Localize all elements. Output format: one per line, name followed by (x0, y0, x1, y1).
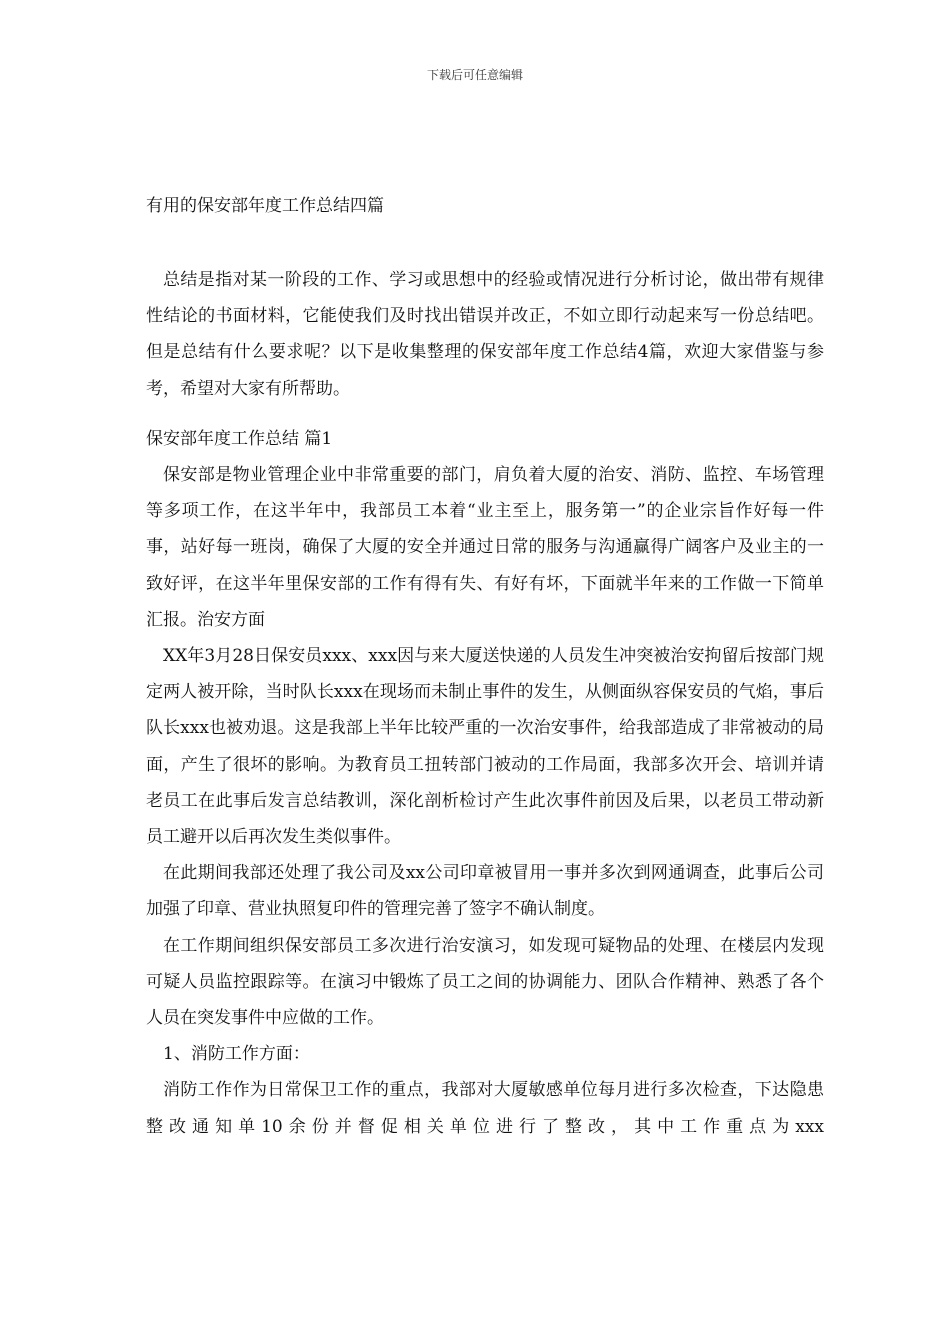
intro-paragraph: 总结是指对某一阶段的工作、学习或思想中的经验或情况进行分析讨论，做出带有规律性结论的书面材料，它能使我们及时找出错误并改正，不如立即行动起来写一份总结吧。但是总结有什么要求呢？以下是收集整理的保安部年度工作总结4篇，欢迎大家借鉴与参考，希望对大家有所帮助。 (146, 270, 824, 399)
body-paragraph-3: 在此期间我部还处理了我公司及xx公司印章被冒用一事并多次到网通调查，此事后公司加强了印章、营业执照复印件的管理完善了签字不确认制度。 (146, 863, 824, 920)
body-paragraph-1: 保安部是物业管理企业中非常重要的部门，肩负着大厦的治安、消防、监控、车场管理等多项工作，在这半年中，我部员工本着“业主至上，服务第一”的企业宗旨作好每一件事，站好每一班岗，确保了大厦的安全并通过日常的服务与沟通赢得广阔客户及业主的一致好评，在这半年里保安部的工作有得有失、有好有坏，下面就半年来的工作做一下简单汇报。治安方面 (146, 465, 824, 630)
document-title: 有用的保安部年度工作总结四篇 (146, 196, 384, 216)
body-paragraph-5: 消防工作作为日常保卫工作的重点，我部对大厦敏感单位每月进行多次检查，下达隐患整改通知单10余份并督促相关单位进行了整改，其中工作重点为xxx (146, 1080, 824, 1137)
body-paragraph-2: XX年3月28日保安员xxx、xxx因与来大厦送快递的人员发生冲突被治安拘留后按部门规定两人被开除，当时队长xxx在现场而未制止事件的发生，从侧面纵容保安员的气焰，事后队长xxx也被劝退。这是我部上半年比较严重的一次治安事件，给我部造成了非常被动的局面，产生了很坏的影响。为教育员工扭转部门被动的工作局面，我部多次开会、培训并请老员工在此事后发言总结教训，深化剖析检讨产生此次事件前因及后果，以老员工带动新员工避开以后再次发生类似事件。 (146, 646, 824, 848)
document-body (146, 194, 824, 1145)
fire-safety-heading: 1、消防工作方面： (163, 1044, 310, 1065)
section-heading: 保安部年度工作总结 篇1 (146, 428, 333, 449)
page-header-note: 下载后可任意编辑 (426, 68, 523, 82)
body-paragraph-4: 在工作期间组织保安部员工多次进行治安演习，如发现可疑物品的处理、在楼层内发现可疑人员监控跟踪等。在演习中锻炼了员工之间的协调能力、团队合作精神、熟悉了各个人员在突发事件中应做的工作。 (146, 935, 824, 1029)
